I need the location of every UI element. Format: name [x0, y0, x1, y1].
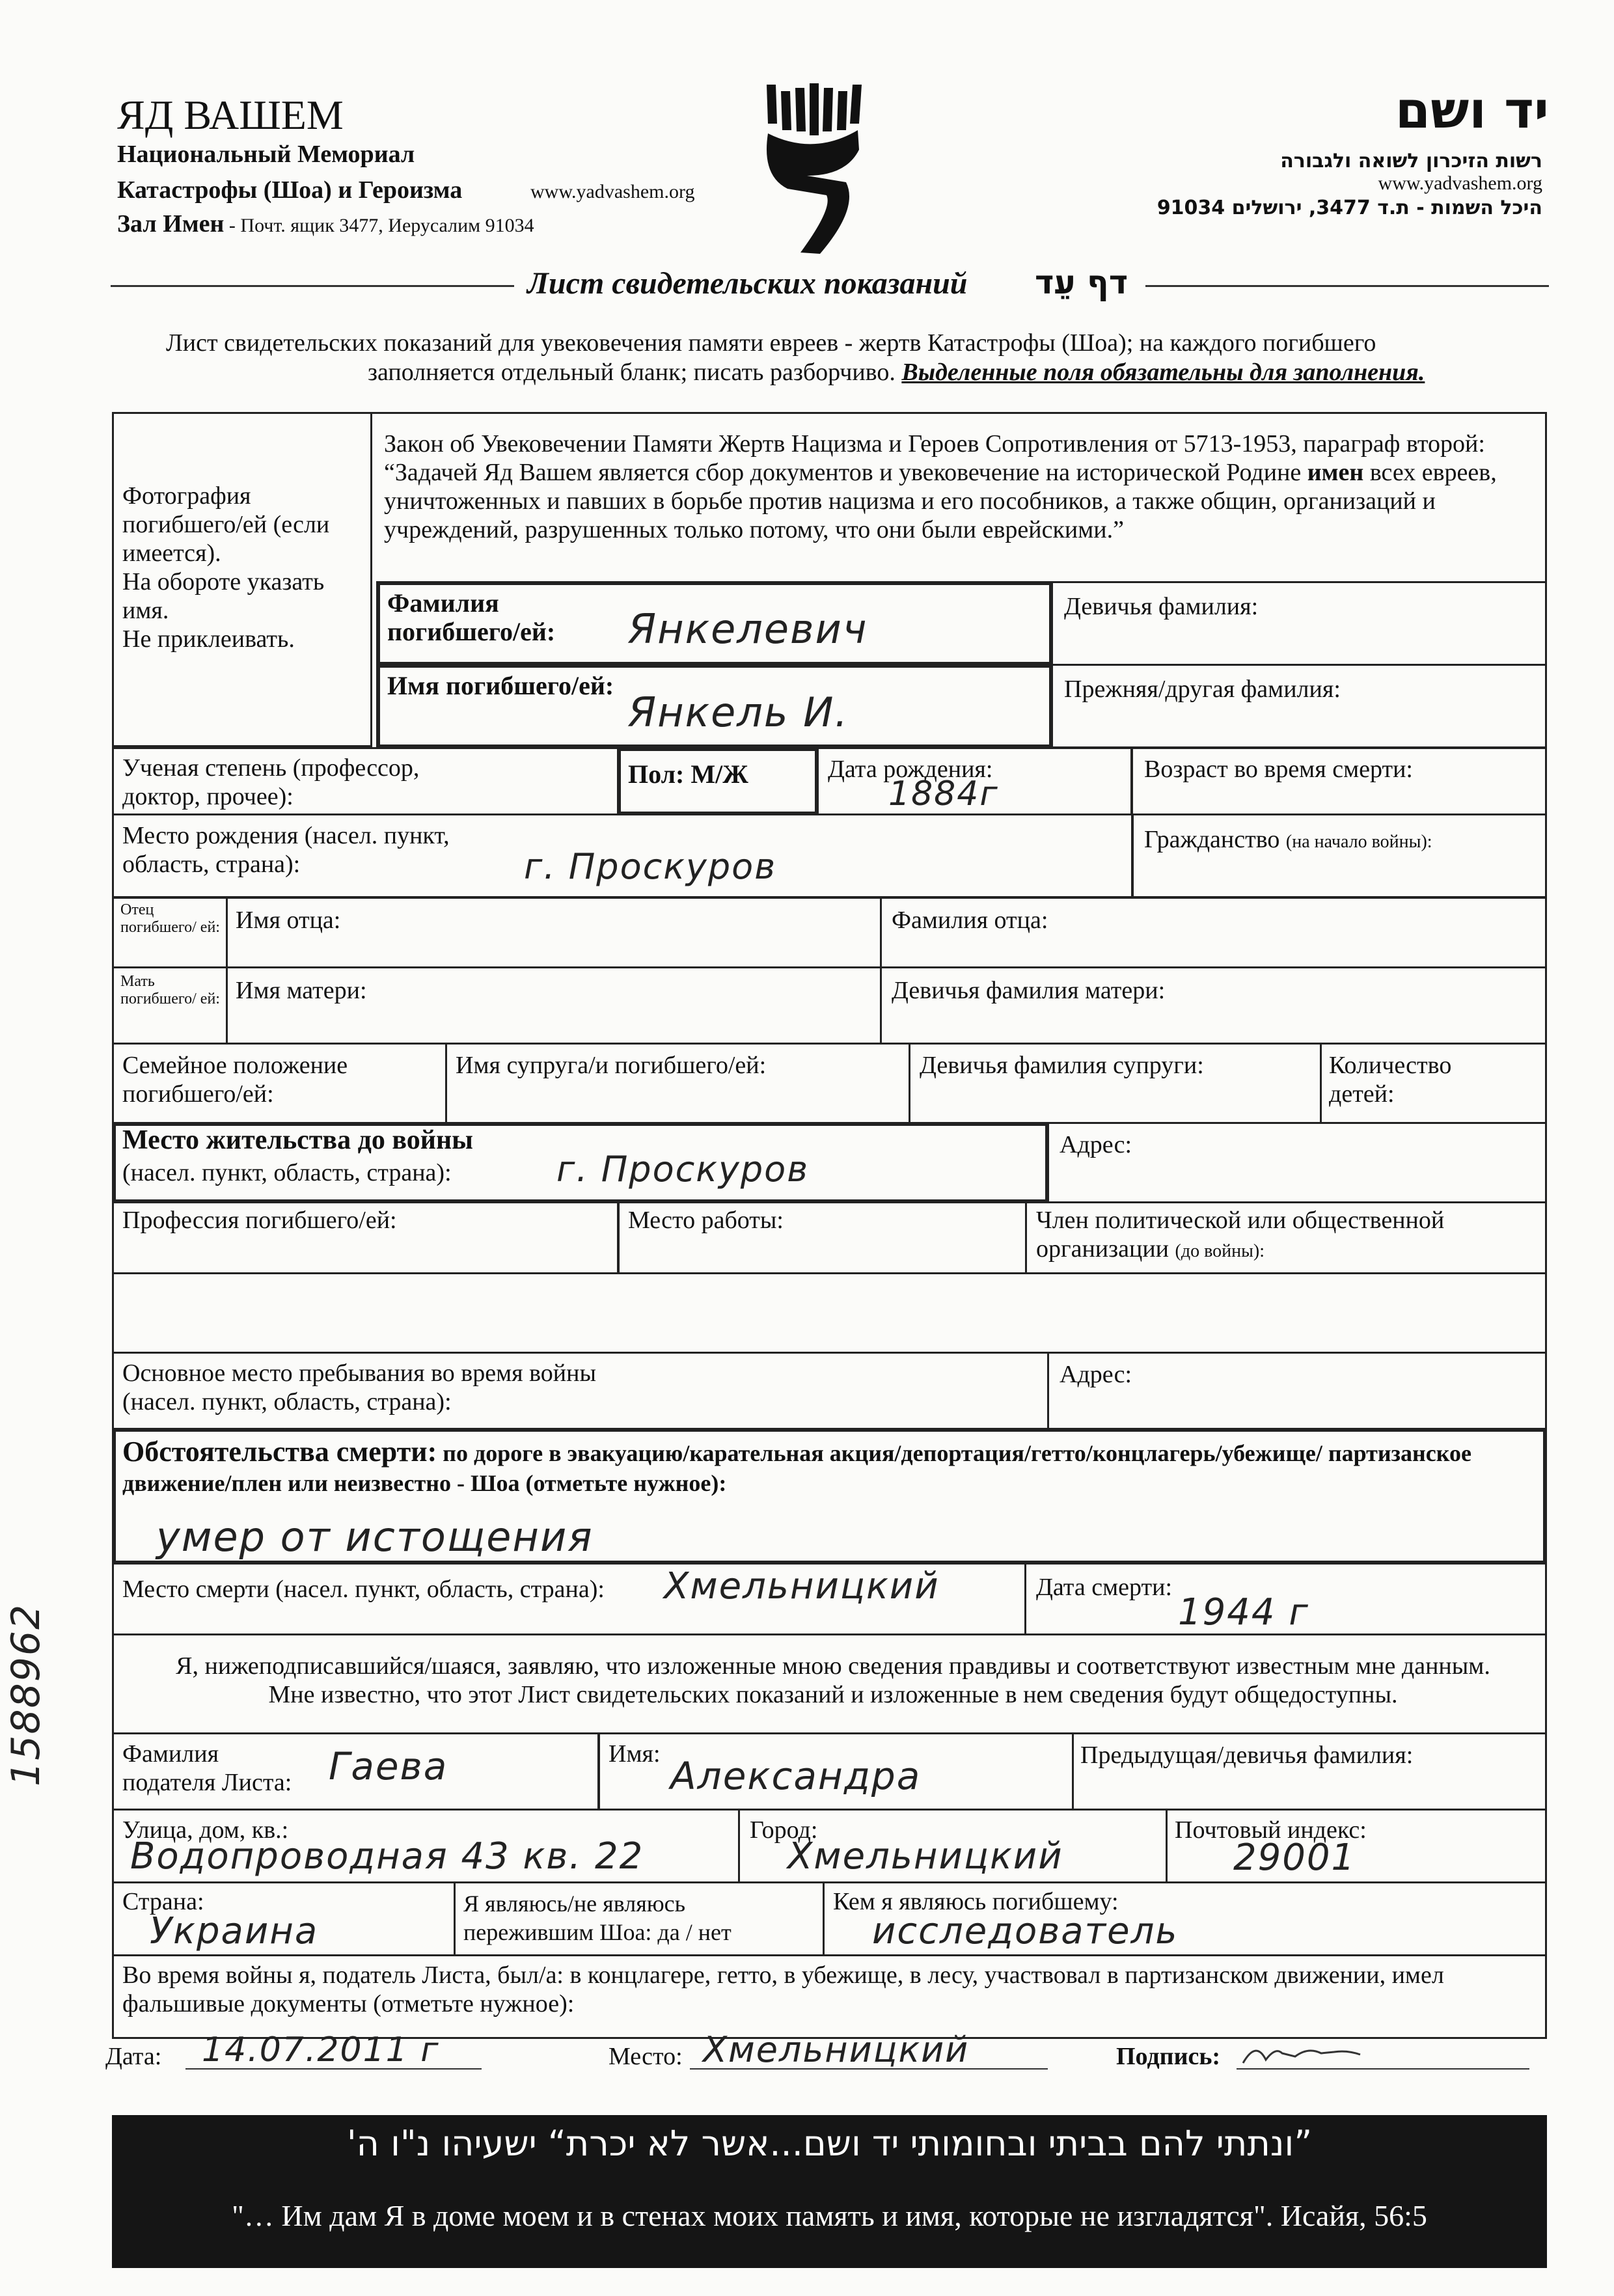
circumstances-text — [122, 1437, 1535, 1498]
header-line3 — [117, 210, 534, 238]
he-line3: היכל השמות - ת.ד 3477, ירושלים 91034 — [1156, 197, 1542, 219]
signature-icon — [1237, 2034, 1419, 2073]
marital-label: Семейное положение погибшего/ей: — [122, 1052, 348, 1108]
place-label: Место: — [609, 2043, 683, 2070]
country-value: Украина — [150, 1910, 319, 1952]
mother-name-label: Имя матери: — [236, 977, 367, 1004]
workplace-label: Место работы: — [628, 1207, 784, 1234]
relation-value: исследователь — [872, 1910, 1179, 1952]
photo-text2: На обороте указать имя. — [122, 568, 325, 624]
residence-sub: (насел. пункт, область, страна): — [122, 1159, 452, 1186]
death-date-value: 1944 г — [1178, 1591, 1309, 1633]
degree-label: Ученая степень (профессор, доктор, прочее): — [122, 754, 420, 810]
header-line3-bold: Зал Имен — [117, 210, 225, 238]
law-text — [384, 430, 1529, 544]
title-rule-left — [111, 285, 514, 287]
place-line — [690, 2068, 1048, 2070]
date-label: Дата: — [105, 2043, 162, 2070]
city-label: Город: — [750, 1816, 818, 1844]
name-label: Имя погибшего/ей: — [387, 671, 614, 700]
yad-vashem-logo-icon — [761, 78, 866, 260]
law-text-b: всех евреев, уничтоженных и павших в борьбе против нацизма и его пособников, а также общин, организаций и учреждений, разрушенных только потому, что они были еврейскими.” — [384, 459, 1497, 543]
birth-date-label: Дата рождения: — [828, 756, 993, 783]
place-value: Хмельницкий — [703, 2029, 970, 2070]
father-tag: Отец погибшего/ ей: — [120, 901, 220, 936]
death-date-label: Дата смерти: — [1036, 1574, 1173, 1601]
date-line — [185, 2068, 482, 2070]
street-value: Водопроводная 43 кв. 22 — [130, 1835, 644, 1878]
address-label: Адрес: — [1060, 1131, 1132, 1158]
residence-label: Место жительства до войны — [122, 1125, 473, 1155]
org-title-he: יד ושם — [1395, 81, 1549, 140]
quote-he: ”ונתתי להם בביתי ובחומותי יד ושם...אשר לא יכרת“ ישעיהו נ"ו ה' — [346, 2123, 1313, 2164]
profession-label: Профессия погибшего/ей: — [122, 1207, 397, 1234]
surname-value: Янкелевич — [628, 605, 868, 653]
org-title-ru: ЯД ВАШЕМ — [117, 92, 344, 138]
circumstances-options: по дороге в эвакуацию/карательная акция/депортация/гетто/концлагерь/убежище/ партизанское движение/плен или неизвестно - Шоа (отметьте нужное): — [122, 1440, 1471, 1496]
sub-surname-label: Фамилия подателя Листа: — [122, 1740, 292, 1796]
father-surname-label: Фамилия отца: — [892, 907, 1048, 934]
wartime-address-label: Адрес: — [1060, 1361, 1132, 1388]
citizenship-label — [1144, 825, 1432, 854]
citizenship-label-text: Гражданство — [1144, 826, 1280, 853]
sub-name-value: Александра — [670, 1754, 922, 1798]
death-place-label: Место смерти (насел. пункт, область, страна): — [122, 1576, 605, 1603]
form-title: Лист свидетельских показаний — [527, 266, 968, 301]
wartime-label: Основное место пребывания во время войны (насел. пункт, область, страна): — [122, 1360, 597, 1415]
sub-wartime-label: Во время войны я, податель Листа, был/а: в концлагере, гетто, в убежище, в лесу, участвовал в партизанском движении, имел фальшивые документы (отметьте нужное): — [122, 1961, 1444, 2017]
father-name-label: Имя отца: — [236, 907, 341, 934]
photo-text3: Не приклеивать. — [122, 625, 295, 653]
survivor-label: Я являюсь/не являюсь пережившим Шоа: да / нет — [463, 1891, 732, 1945]
sub-name-label: Имя: — [609, 1740, 661, 1768]
mother-tag: Мать погибшего/ ей: — [120, 973, 220, 1007]
name-value: Янкель И. — [628, 689, 849, 736]
member-label — [1036, 1206, 1544, 1263]
surname-label: Фамилия погибшего/ей: — [387, 588, 556, 646]
relation-label: Кем я являюсь погибшему: — [833, 1888, 1119, 1915]
age-label: Возраст во время смерти: — [1144, 756, 1413, 783]
photo-text — [122, 482, 363, 653]
sign-label: Подпись: — [1116, 2043, 1221, 2070]
zip-value: 29001 — [1233, 1837, 1356, 1879]
header-website: www.yadvashem.org — [530, 181, 695, 202]
country-label: Страна: — [122, 1888, 204, 1915]
he-line1: רשות הזיכרון לשואה ולגבורה — [1280, 150, 1542, 172]
circumstances-value: умер от истощения — [156, 1513, 594, 1561]
blank-row[interactable] — [112, 1272, 1547, 1354]
header-line1: Национальный Мемориал — [117, 141, 415, 168]
birthplace-label: Место рождения (насел. пункт, область, страна): — [122, 822, 450, 878]
date-value: 14.07.2011 г — [202, 2030, 440, 2070]
photo-text1: Фотография погибшего/ей (если имеется). — [122, 482, 330, 567]
intro-line2-text: заполняется отдельный бланк; писать разборчиво. — [368, 359, 896, 386]
title-rule-right — [1145, 285, 1549, 287]
header-line3-rest: - Почт. ящик 3477, Иерусалим 91034 — [224, 215, 534, 236]
law-text-a: Закон об Увековечении Памяти Жертв Нацизма и Героев Сопротивления от 5713-1953, параграф второй: “Задачей Яд Вашем является сбор документов и увековечение на исторической Родине — [384, 430, 1485, 486]
spouse-maiden-label: Девичья фамилия супруги: — [920, 1052, 1204, 1079]
sub-prev-label: Предыдущая/девичья фамилия: — [1080, 1742, 1414, 1769]
citizenship-note: (на начало войны): — [1285, 832, 1432, 852]
spouse-name-label: Имя супруга/и погибшего/ей: — [456, 1052, 767, 1079]
margin-number: 1588962 — [3, 1603, 49, 1786]
law-text-bold: имен — [1307, 459, 1364, 486]
mother-maiden-label: Девичья фамилия матери: — [892, 977, 1166, 1004]
residence-value: г. Проскуров — [556, 1149, 810, 1190]
intro-line2 — [368, 358, 1425, 387]
intro-line2-bold: Выделенные поля обязательны для заполнения. — [901, 359, 1425, 386]
death-place-value: Хмельницкий — [664, 1565, 940, 1607]
form-title-he: דף עֵד — [1035, 264, 1128, 301]
city-value: Хмельницкий — [787, 1835, 1063, 1878]
he-website: www.yadvashem.org — [1378, 172, 1542, 194]
birth-date-value: 1884г — [888, 774, 999, 813]
member-label-text: Член политической или общественной организации — [1036, 1207, 1445, 1263]
maiden-label: Девичья фамилия: — [1064, 593, 1259, 620]
declaration-text: Я, нижеподписавшийся/шаяся, заявляю, что изложенные мною сведения правдивы и соответствуют известным мне данным. Мне известно, что этот Лист свидетельских показаний и изложенные в нем сведения будут общедоступны. — [176, 1652, 1490, 1708]
zip-label: Почтовый индекс: — [1175, 1816, 1367, 1844]
member-note: (до войны): — [1175, 1241, 1265, 1261]
quote-ru: "… Им дам Я в доме моем и в стенах моих память и имя, которые не изгладятся". Исайя, 56:5 — [232, 2199, 1427, 2232]
birthplace-value: г. Проскуров — [524, 846, 777, 887]
intro-line1: Лист свидетельских показаний для увековечения памяти евреев - жертв Катастрофы (Шоа); на каждого погибшего — [166, 329, 1376, 357]
circumstances-label: Обстоятельства смерти: — [122, 1436, 437, 1468]
header-line2: Катастрофы (Шоа) и Героизма — [117, 176, 463, 204]
sub-surname-value: Гаева — [329, 1744, 448, 1788]
sign-line — [1237, 2068, 1529, 2070]
prev-surname-label: Прежняя/другая фамилия: — [1064, 676, 1341, 703]
children-label: Количество детей: — [1329, 1052, 1452, 1108]
sex-label: Пол: М/Ж — [628, 759, 748, 789]
street-label: Улица, дом, кв.: — [122, 1816, 289, 1844]
